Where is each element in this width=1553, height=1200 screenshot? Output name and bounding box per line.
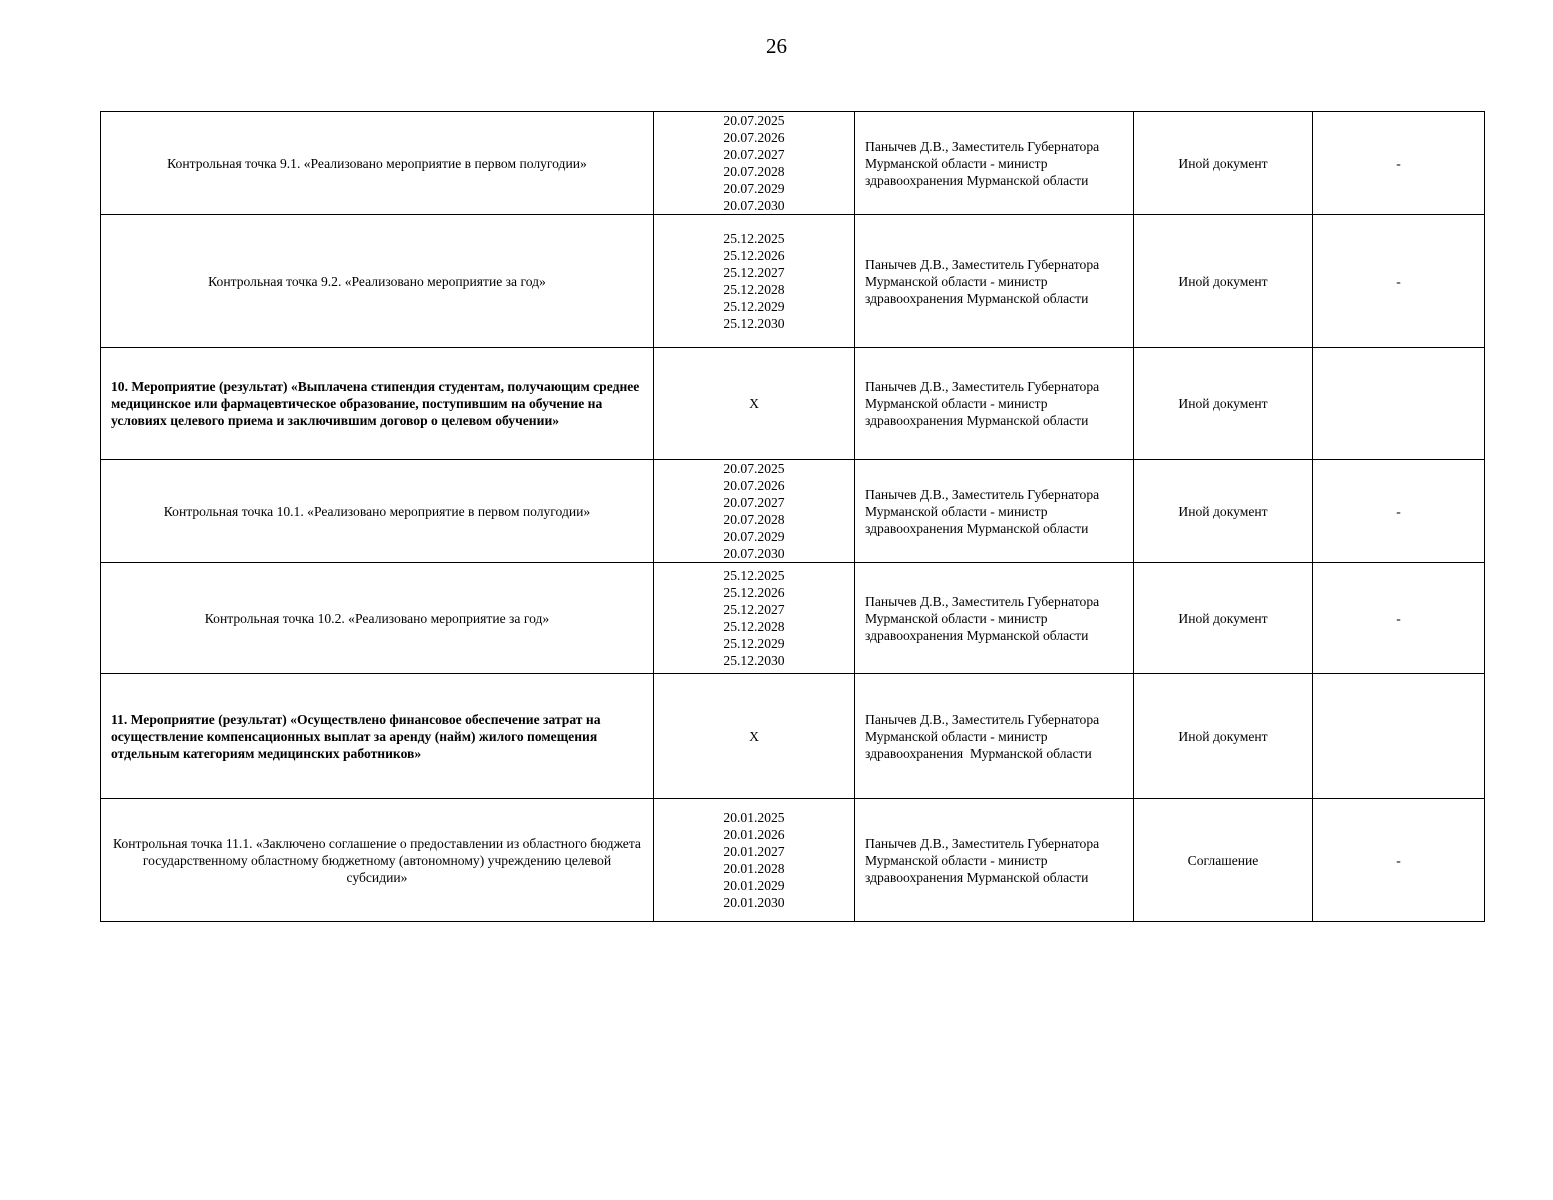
row-dates-cell bbox=[654, 563, 855, 674]
date-line: 20.07.2027 bbox=[723, 495, 785, 510]
table-row bbox=[101, 799, 1485, 922]
date-line: 20.07.2025 bbox=[723, 113, 785, 128]
date-line: 20.01.2025 bbox=[723, 810, 785, 825]
date-line: X bbox=[749, 396, 759, 411]
date-line: 20.01.2028 bbox=[723, 861, 785, 876]
date-line: 25.12.2030 bbox=[723, 653, 785, 668]
date-line: 25.12.2027 bbox=[723, 602, 785, 617]
row-extra-cell: - bbox=[1313, 799, 1485, 922]
row-document-cell: Иной документ bbox=[1134, 112, 1313, 215]
row-extra-cell bbox=[1313, 674, 1485, 799]
responsible-line: Мурманской области - министр bbox=[865, 273, 1048, 289]
row-extra-cell: - bbox=[1313, 215, 1485, 348]
responsible-line: здравоохранения Мурманской области bbox=[865, 172, 1089, 188]
responsible-line: Мурманской области - министр bbox=[865, 852, 1048, 868]
date-line: 20.07.2029 bbox=[723, 181, 785, 196]
row-dates-cell bbox=[654, 112, 855, 215]
date-line: 20.07.2028 bbox=[723, 164, 785, 179]
row-responsible-cell bbox=[855, 460, 1134, 563]
table-row bbox=[101, 563, 1485, 674]
row-name-cell: 10. Мероприятие (результат) «Выплачена стипендия студентам, получающим среднее медицинское или фармацевтическое образование, поступившим на обучение на условиях целевого приема и заключившим договор о целевом обучении» bbox=[101, 348, 654, 460]
responsible-line: здравоохранения Мурманской области bbox=[865, 745, 1092, 761]
row-document-cell: Иной документ bbox=[1134, 563, 1313, 674]
row-name-cell: Контрольная точка 11.1. «Заключено соглашение о предоставлении из областного бюджета государственному областному бюджетному (автономному) учреждению целевой субсидии» bbox=[101, 799, 654, 922]
responsible-line: здравоохранения Мурманской области bbox=[865, 520, 1089, 536]
date-line: 25.12.2026 bbox=[723, 585, 785, 600]
row-responsible-cell bbox=[855, 563, 1134, 674]
responsible-line: Панычев Д.В., Заместитель Губернатора bbox=[865, 379, 1100, 394]
page-number: 26 bbox=[766, 34, 787, 58]
row-dates-cell bbox=[654, 674, 855, 799]
plan-table-body bbox=[101, 112, 1485, 922]
date-line: 25.12.2030 bbox=[723, 316, 785, 331]
row-document-cell: Иной документ bbox=[1134, 348, 1313, 460]
row-document-cell: Иной документ bbox=[1134, 215, 1313, 348]
date-line: 25.12.2028 bbox=[723, 619, 785, 634]
row-name-cell: Контрольная точка 9.1. «Реализовано мероприятие в первом полугодии» bbox=[101, 112, 654, 215]
responsible-line: Мурманской области - министр bbox=[865, 396, 1048, 411]
table-row bbox=[101, 215, 1485, 348]
date-line: 20.07.2030 bbox=[723, 546, 785, 561]
date-line: 20.07.2025 bbox=[723, 461, 785, 476]
row-document-cell: Соглашение bbox=[1134, 799, 1313, 922]
row-responsible-cell bbox=[855, 112, 1134, 215]
responsible-line: Панычев Д.В., Заместитель Губернатора bbox=[865, 835, 1100, 851]
row-name-cell: Контрольная точка 10.1. «Реализовано мероприятие в первом полугодии» bbox=[101, 460, 654, 563]
row-dates-cell bbox=[654, 460, 855, 563]
row-dates-cell bbox=[654, 348, 855, 460]
date-line: 20.01.2026 bbox=[723, 827, 785, 842]
row-name-cell: Контрольная точка 10.2. «Реализовано мероприятие за год» bbox=[101, 563, 654, 674]
date-line: X bbox=[749, 728, 759, 744]
date-line: 25.12.2028 bbox=[723, 282, 785, 297]
responsible-line: Мурманской области - министр bbox=[865, 155, 1048, 171]
date-line: 20.01.2027 bbox=[723, 844, 785, 859]
date-line: 20.07.2027 bbox=[723, 147, 785, 162]
date-line: 20.07.2028 bbox=[723, 512, 785, 527]
date-line: 20.07.2026 bbox=[723, 130, 785, 145]
row-document-cell: Иной документ bbox=[1134, 460, 1313, 563]
date-line: 25.12.2029 bbox=[723, 636, 785, 651]
responsible-line: Панычев Д.В., Заместитель Губернатора bbox=[865, 256, 1100, 272]
table-row bbox=[101, 674, 1485, 799]
date-line: 25.12.2027 bbox=[723, 265, 785, 280]
table-row bbox=[101, 460, 1485, 563]
date-line: 25.12.2025 bbox=[723, 568, 785, 583]
row-dates-cell bbox=[654, 215, 855, 348]
row-dates-cell bbox=[654, 799, 855, 922]
row-extra-cell: - bbox=[1313, 112, 1485, 215]
date-line: 25.12.2029 bbox=[723, 299, 785, 314]
date-line: 20.07.2026 bbox=[723, 478, 785, 493]
row-extra-cell: - bbox=[1313, 563, 1485, 674]
responsible-line: Панычев Д.В., Заместитель Губернатора bbox=[865, 486, 1100, 502]
responsible-line: Мурманской области - министр bbox=[865, 728, 1048, 744]
responsible-line: здравоохранения Мурманской области bbox=[865, 627, 1089, 643]
responsible-line: Панычев Д.В., Заместитель Губернатора bbox=[865, 593, 1100, 609]
row-responsible-cell bbox=[855, 799, 1134, 922]
date-line: 20.01.2030 bbox=[723, 895, 785, 910]
row-responsible-cell bbox=[855, 674, 1134, 799]
responsible-line: Мурманской области - министр bbox=[865, 503, 1048, 519]
date-line: 20.01.2029 bbox=[723, 878, 785, 893]
row-document-cell: Иной документ bbox=[1134, 674, 1313, 799]
table-row bbox=[101, 348, 1485, 460]
date-line: 20.07.2030 bbox=[723, 198, 785, 213]
responsible-line: Панычев Д.В., Заместитель Губернатора bbox=[865, 138, 1100, 154]
date-line: 25.12.2025 bbox=[723, 231, 785, 246]
date-line: 25.12.2026 bbox=[723, 248, 785, 263]
plan-table bbox=[100, 111, 1485, 922]
row-responsible-cell bbox=[855, 215, 1134, 348]
row-name-cell: 11. Мероприятие (результат) «Осуществлено финансовое обеспечение затрат на осуществление компенсационных выплат за аренду (найм) жилого помещения отдельным категориям медицинских работников» bbox=[101, 674, 654, 799]
table-row bbox=[101, 112, 1485, 215]
row-extra-cell bbox=[1313, 348, 1485, 460]
responsible-line: здравоохранения Мурманской области bbox=[865, 413, 1089, 428]
row-extra-cell: - bbox=[1313, 460, 1485, 563]
responsible-line: здравоохранения Мурманской области bbox=[865, 869, 1089, 885]
row-responsible-cell bbox=[855, 348, 1134, 460]
responsible-line: Мурманской области - министр bbox=[865, 610, 1048, 626]
date-line: 20.07.2029 bbox=[723, 529, 785, 544]
responsible-line: здравоохранения Мурманской области bbox=[865, 290, 1089, 306]
row-name-cell: Контрольная точка 9.2. «Реализовано мероприятие за год» bbox=[101, 215, 654, 348]
responsible-line: Панычев Д.В., Заместитель Губернатора bbox=[865, 711, 1100, 727]
